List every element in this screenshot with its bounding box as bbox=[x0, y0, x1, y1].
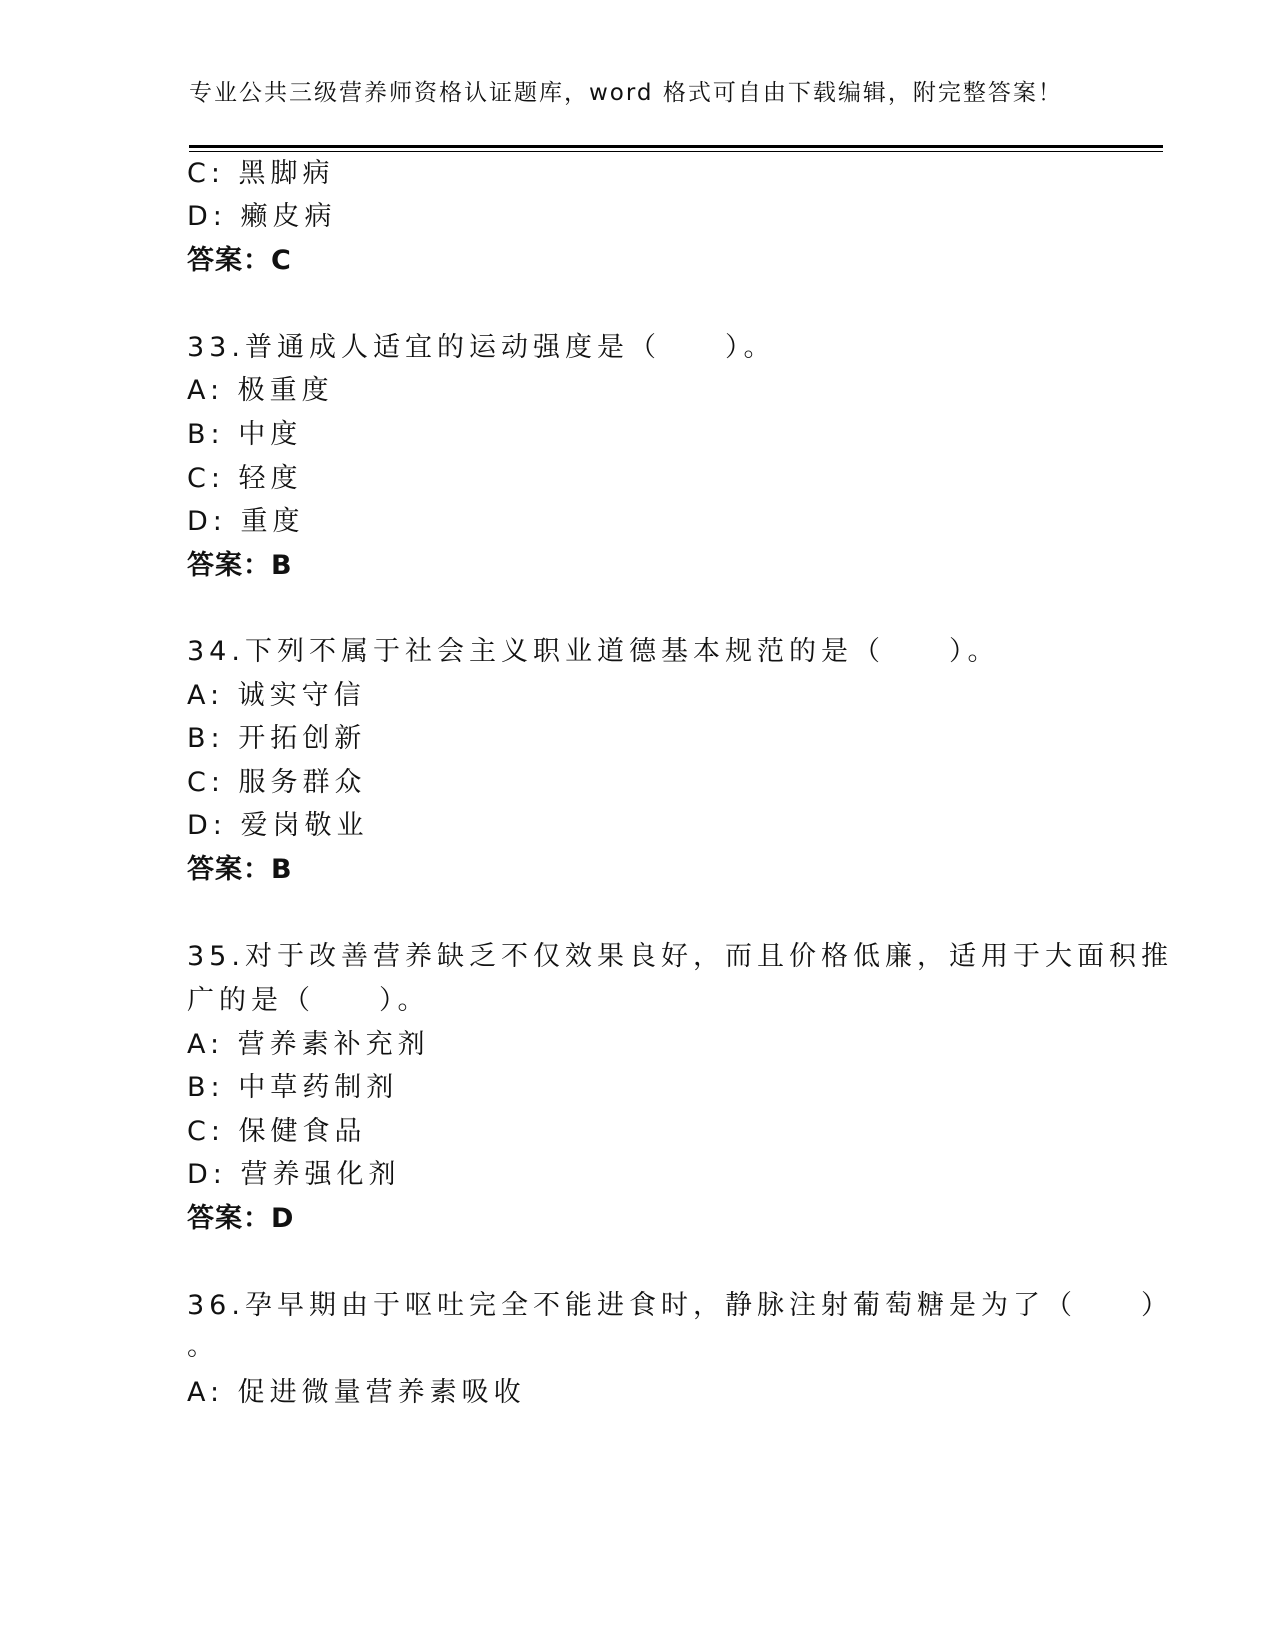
question-35-stem-line-1: 35.对于改善营养缺乏不仅效果良好，而且价格低廉，适用于大面积推 bbox=[187, 941, 1173, 972]
question-35-option-d: D: 营养强化剂 bbox=[187, 1159, 401, 1190]
question-33-option-c: C: 轻度 bbox=[187, 463, 303, 494]
question-33-answer: 答案：B bbox=[187, 550, 293, 581]
question-36-option-a: A: 促进微量营养素吸收 bbox=[187, 1377, 526, 1408]
question-36-stem-line-2: 。 bbox=[187, 1331, 219, 1362]
question-34-option-d: D: 爱岗敬业 bbox=[187, 810, 369, 841]
header-rule-thin bbox=[189, 151, 1163, 152]
question-33-option-b: B: 中度 bbox=[187, 419, 303, 450]
question-35-option-b: B: 中草药制剂 bbox=[187, 1072, 399, 1103]
question-35-option-c: C: 保健食品 bbox=[187, 1116, 367, 1147]
question-35-stem-line-2: 广的是（ ）。 bbox=[187, 985, 430, 1016]
question-34-option-c: C: 服务群众 bbox=[187, 767, 367, 798]
question-33-stem: 33.普通成人适宜的运动强度是（ ）。 bbox=[187, 332, 776, 363]
header-rule-thick bbox=[189, 145, 1163, 148]
question-34-option-a: A: 诚实守信 bbox=[187, 680, 366, 711]
question-34-option-b: B: 开拓创新 bbox=[187, 723, 367, 754]
question-33-option-a: A: 极重度 bbox=[187, 375, 334, 406]
question-35-answer: 答案：D bbox=[187, 1203, 295, 1234]
question-35-option-a: A: 营养素补充剂 bbox=[187, 1029, 430, 1060]
question-34-stem: 34.下列不属于社会主义职业道德基本规范的是（ ）。 bbox=[187, 636, 1000, 667]
carryover-option-c: C: 黑脚病 bbox=[187, 158, 335, 189]
question-34-answer: 答案：B bbox=[187, 854, 293, 885]
carryover-option-d: D: 癞皮病 bbox=[187, 201, 337, 232]
question-36-stem-line-1: 36.孕早期由于呕吐完全不能进食时，静脉注射葡萄糖是为了（ ） bbox=[187, 1290, 1173, 1321]
carryover-answer: 答案：C bbox=[187, 245, 292, 276]
page-header: 专业公共三级营养师资格认证题库，word 格式可自由下载编辑，附完整答案！ bbox=[189, 80, 1063, 106]
question-33-option-d: D: 重度 bbox=[187, 506, 305, 537]
